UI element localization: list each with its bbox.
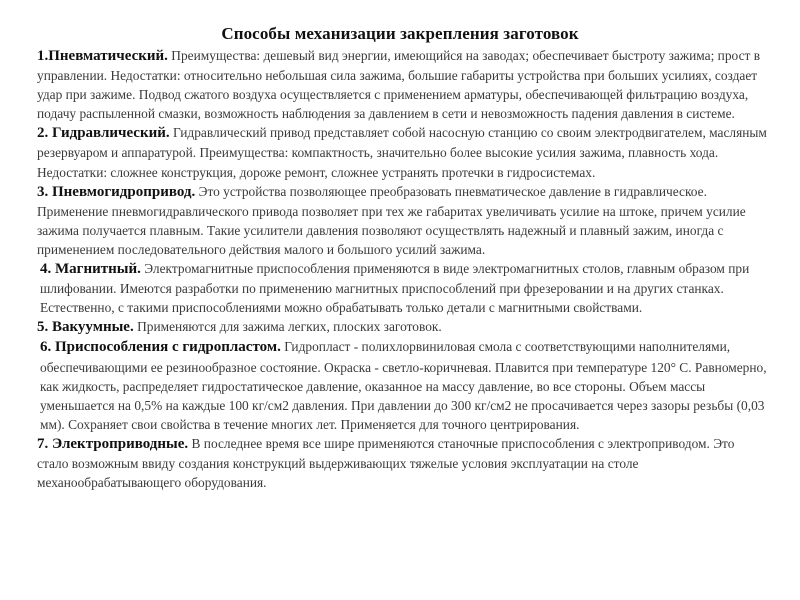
- section-heading: 2. Гидравлический.: [37, 125, 170, 142]
- section-text: Электромагнитные приспособления применяются в виде электромагнитных столов, главным образом при шлифовании. Имеются разработки по применению магнитных приспособлений при фрезеровании и на других станках. Естественно, с такими приспособлениями можно обрабатывать только детали с магнитными свойствами.: [40, 261, 750, 316]
- section-heading: 5. Вакуумные.: [37, 319, 134, 336]
- section-heading: 1.Пневматический.: [37, 48, 168, 64]
- section-pneumatic: [37, 46, 767, 123]
- section-pneumohydraulic: [37, 182, 767, 259]
- section-heading: 4. Магнитный.: [40, 261, 141, 278]
- section-heading: 6. Приспособления с гидропластом.: [40, 339, 281, 356]
- section-text: В последнее время все шире применяются станочные приспособления с электроприводом. Это стало возможным ввиду создания конструкций выдерживающих тяжелые условия эксплуатации на столе механообрабатывающего оборудования.: [37, 435, 735, 491]
- section-text: Преимущества: дешевый вид энергии, имеющийся на заводах; обеспечивает быстроту зажима; прост в управлении. Недостатки: относительно небольшая сила зажима, большие габариты устройства при больших усилиях, создает удар при зажиме. Подвод сжатого воздуха осуществляется с применением арматуры, обеспечивающей фильтрацию воздуха, подачу распыленной смазки, возможность наблюдения за давлением в сети и невозможность падения давления в системе.: [37, 48, 761, 122]
- section-text: Применяются для зажима легких, плоских заготовок.: [137, 319, 442, 335]
- section-hydraulic: [37, 123, 767, 181]
- section-vacuum: [37, 317, 767, 337]
- section-hydroplast: [37, 337, 767, 433]
- section-magnetic: [37, 259, 767, 317]
- section-text: Гидропласт - полихлорвиниловая смола с соответствующими наполнителями, обеспечивающими ее резинообразное состояние. Окраска - светло-коричневая. Плавится при температуре 120° С. Равномерно, как жидкость, распределяет гидростатическое давление, оказанное на массу давление, во все стороны. Объем массы уменьшается на 0,5% на каждые 100 кг/см2 давления. При давлении до 300 кг/см2 не просачивается через зазоры резьбы (0,03 мм). Сохраняет свои свойства в течение многих лет. Применяется для точного центрирования.: [40, 339, 767, 432]
- section-heading: 7. Электроприводные.: [37, 435, 189, 452]
- section-text: Это устройства позволяющее преобразовать пневматическое давление в гидравлическое. Применение пневмогидравлического привода позволяет при тех же габаритах увеличивать усилие на штоке, причем усилие зажима получается плавным. Такие усилители давления позволяют осуществлять надежный и плавный зажим, иногда с применением последовательного действия малого и большого усилий зажима.: [37, 183, 746, 257]
- section-text: Гидравлический привод представляет собой насосную станцию со своим электродвигателем, масляным резервуаром и аппаратурой. Преимущества: компактность, значительно более высокие усилия зажима, плавность хода. Недостатки: сложнее конструкция, дороже ремонт, сложнее устранять протечки в гидросистемах.: [37, 125, 767, 180]
- document-body: [37, 46, 767, 492]
- section-heading: 3. Пневмогидропривод.: [37, 183, 196, 200]
- section-electric: [37, 434, 767, 492]
- page-title: Способы механизации закрепления заготовок: [221, 24, 579, 43]
